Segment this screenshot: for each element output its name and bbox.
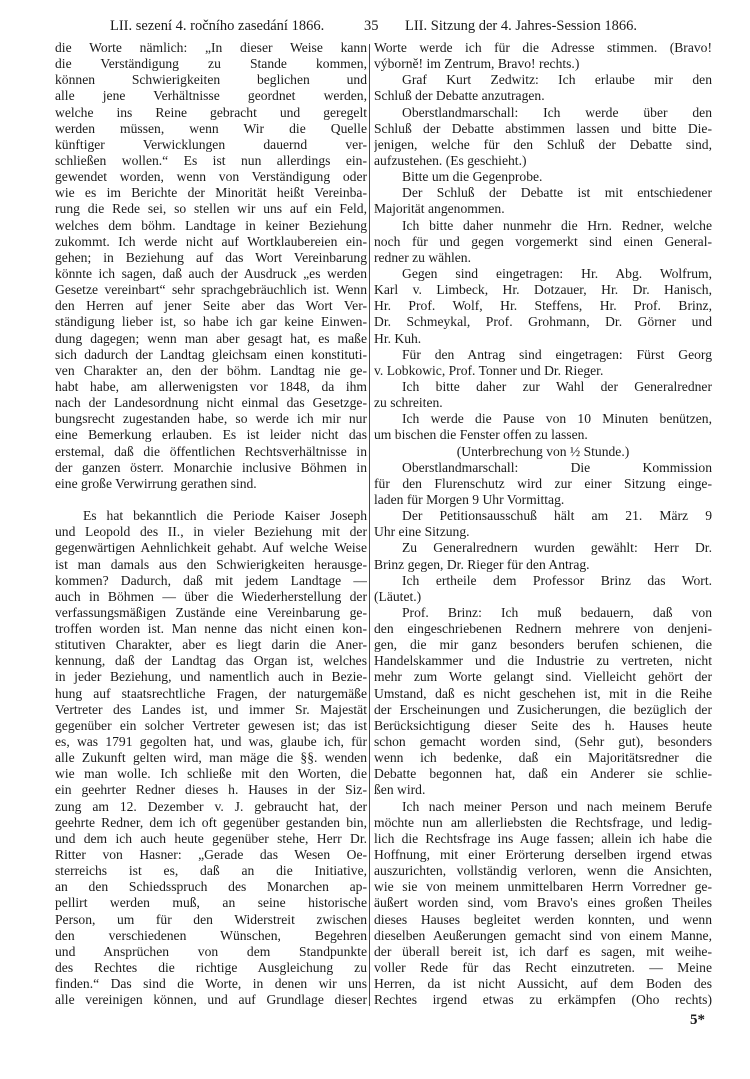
text-line: (Unterbrechung von ½ Stunde.) [456,443,630,459]
text-line: kommen? Dadurch, daß mit jedem Landtage — [55,572,367,588]
text-line: aufzustehen. (Es geschieht.) [374,152,527,168]
text-line: Oberstlandmarschall: Die Kommission [402,459,712,475]
text-line: Gegen sind eingetragen: Hr. Abg. Wolfrum, [402,265,712,281]
text-line: Schluß der Debatte abstimmen lassen und bitte Die- [374,120,712,136]
text-line: ven Charakter an, den der böhm. Landtag nie ge- [55,362,367,378]
text-line: und Leopold des II., in vieler Beziehung mit der [55,524,367,540]
text-line: Herren, da ist nicht Aussicht, auf dem Boden des [374,976,712,992]
text-line: v. Lobkowic, Prof. Tonner und Dr. Rieger. [374,362,604,378]
text-line: rung die Rede sei, so stellen wir uns auf ein Feld, [55,201,367,217]
text-line: äußert worden sind, vom Bravo's eines großen Theiles [374,895,712,911]
text-line: Majorität angenommen. [374,201,505,217]
text-line: Prof. Brinz: Ich muß bedauern, daß von [402,604,712,620]
text-line: ist man damals aus den Schwierigkeiten herausge- [55,556,367,572]
signature-mark: 5* [690,1012,705,1028]
text-line: Der Petitionsausschuß hält am 21. März 9 [402,508,712,524]
text-line: eine große Verwirrung gerathen sind. [55,475,257,491]
text-line: für den Flurenschutz wird zur einer Sitzung einge- [374,475,712,491]
text-line: lich die Rechtsfrage ins Auge fassen; allein ich habe die [374,830,712,846]
text-line: laden für Morgen 9 Uhr Vormittag. [374,491,565,507]
header-german-title: LII. Sitzung der 4. Jahres-Session 1866. [405,18,637,34]
text-line: geehrte Redner, dem ich oft gegenüber gestanden bin, [55,814,367,830]
text-line: habt habe, am allerwenigsten vor 1848, da ihm [55,378,367,394]
text-line: wenn ich bedenke, daß ein Majoritätsredner die [374,750,712,766]
text-line: Uhr eine Sitzung. [374,524,470,540]
header-czech-title: LII. sezení 4. ročního zasedání 1866. [110,18,325,34]
text-line: ßen wird. [374,782,426,798]
text-line: in jeder Beziehung, und namentlich auch in Bezie- [55,669,367,685]
text-line: kennung, daß der Landtag das Organ ist, welches [55,653,367,669]
text-line: Gesetze vereinbart“ sehr sprachgebräuchlich ist. Wenn [55,282,367,298]
text-line: um bischen die Fenster offen zu lassen. [374,427,588,443]
text-line: Ich bitte daher nunmehr die Hrn. Redner, welche [402,217,712,233]
text-line: Umstand, daß es nicht geschehen ist, mit in die Reihe [374,685,712,701]
text-line: Handelskammer und die Industrie zu vertreten, nicht [374,653,712,669]
text-line: Berücksichtigung dieser Seite des h. Hauses heute [374,717,712,733]
text-line: Dr. Schmeykal, Prof. Grohmann, Dr. Görner und [374,314,712,330]
text-line: und Ansprüchen von dem Standpunkte [55,943,367,959]
text-line: schon gemacht worden sind, (Sehr gut), besonders [374,734,712,750]
text-line: ständigung lieber ist, so habe ich gar keine Einwen- [55,314,367,330]
text-line: Schluß der Debatte anzutragen. [374,88,545,104]
text-line: voller Rede für das Recht einzutreten. — Meine [374,960,712,976]
text-line: dung dagegen; wenn man aber gesagt hat, es maße [55,330,367,346]
text-line: Bitte um die Gegenprobe. [402,169,543,185]
text-line: Hr. Kuh. [374,330,422,346]
text-line: der Erscheinungen und Zusicherungen, die bezüglich der [374,701,712,717]
text-line: Rechtes irgend etwas zu erkämpfen (Oho rechts) [374,992,712,1008]
text-line: auszurichten, vollständig verloren, wenn die Ansichten, [374,863,712,879]
text-line: alle Zukunft gelten wird, man mäge die §§. wenden [55,750,367,766]
text-line: dieselben Aeußerungen gemacht sind von einem Manne, [374,927,712,943]
text-line: Ich nach meiner Person und nach meinem Berufe [402,798,712,814]
text-line: finden.“ Das sind die Worte, in denen wir uns [55,976,367,992]
text-line: könnte ich sagen, daß auch der Ausdruck „es werden [55,265,367,281]
running-header [0,18,750,38]
text-line: welche ins Reine gebracht und geregelt [55,104,367,120]
text-line: wie sie von meinem unmittelbaren Herrn Vorredner ge- [374,879,712,895]
column-divider [369,44,370,1006]
text-line: Debatte begonnen hat, daß ein Anderer sie schlie- [374,766,712,782]
text-line: noch für und gegen vorgemerkt sind einen General- [374,233,712,249]
text-line: Ich ertheile dem Professor Brinz das Wort. [402,572,712,588]
text-line: der ganzen österr. Monarchie inclusive Böhmen in [55,459,367,475]
text-line: Für den Antrag sind eingetragen: Fürst Georg [402,346,712,362]
text-line: zu schreiten. [374,395,443,411]
text-line: nach der Landesordnung nicht einmal das Gesetzge- [55,395,367,411]
text-line: Es hat bekanntlich die Periode Kaiser Joseph [83,508,367,524]
text-line: gewendet worden, wenn von Verständigung oder [55,169,367,185]
text-line: Hr. Prof. Wolf, Hr. Steffens, Hr. Prof. Brinz, [374,298,712,314]
text-line: den Herren auf jener Seite aber das Wort Ver- [55,298,367,314]
text-line: können Schwierigkeiten beglichen und [55,72,367,88]
text-line: künftiger Verwicklungen dauernd ver- [55,136,367,152]
text-line: ein geehrter Redner dieses h. Hauses in der Siz- [55,782,367,798]
text-line: den eingeschriebenen Rednern mehrere von denjeni- [374,621,712,637]
text-line: bungsrecht zugestanden habe, so werde ich mir nur [55,411,367,427]
text-line: stitutiven Charakter, aber es liegt darin die Aner- [55,637,367,653]
text-line: schließen wollen.“ Es ist nun allerdings ein- [55,152,367,168]
text-line: den verschiedenen Wünschen, Begehren [55,927,367,943]
text-line: Der Schluß der Debatte ist mit entschiedener [402,185,712,201]
text-line: Hoffnung, mit einer Erörterung derselben irgend etwas [374,847,712,863]
text-line: gehen; in Beziehung auf das Wort Vereinbarung [55,249,367,265]
text-line: Ich bitte daher zur Wahl der Generalredner [402,378,712,394]
text-line: (Läutet.) [374,588,422,604]
text-line: redner zu wählen. [374,249,471,265]
page-number: 35 [364,18,379,34]
text-line: welches dem böhm. Landtage in keiner Beziehung [55,217,367,233]
text-line: Worte werde ich für die Adresse stimmen. (Bravo! [374,40,712,55]
text-line: gegenwärtigen Aehnlichkeit gehabt. Auf welche Weise [55,540,367,556]
text-line: Ritter von Hasner: „Gerade das Wesen Oe- [55,847,367,863]
text-line: dieses Hauses begleitet werden konnten, und wenn [374,911,712,927]
text-line: hung auf staatsrechtliche Fragen, der naturgemäße [55,685,367,701]
text-line: Person, um für den Widerstreit zwischen [55,911,367,927]
text-line: gen, die mir ganz besonders berufen schienen, die [374,637,712,653]
text-line: verfassungsmäßigen Zustände eine Vereinbarung ge- [55,604,367,620]
text-line: werden müssen, wenn Wir die Quelle [55,120,367,136]
text-line: möchte nun am allerliebsten die Rechtsfrage, und ledig- [374,814,712,830]
text-line: jenigen, welche für den Schluß der Debatte sind, [374,136,712,152]
text-line: výborně! im Zentrum, Bravo! rechts.) [374,56,580,72]
text-line: Oberstlandmarschall: Ich werde über den [402,104,712,120]
text-line: pellirt werden muß, an seine historische [55,895,367,911]
text-line: zung am 12. Dezember v. J. gebraucht hat, der [55,798,367,814]
text-line: die Worte nämlich: „In dieser Weise kann [55,40,367,55]
text-line: der überall bereit ist, ich darf es sagen, mit weihe- [374,943,712,959]
text-line: Brinz gegen, Dr. Rieger für den Antrag. [374,556,590,572]
text-line: Ich werde die Pause von 10 Minuten benützen, [402,411,712,427]
text-line: alle jene Verhältnisse geordnet werden, [55,88,367,104]
text-line: Vertreter des Landes ist, und immer Sr. Majestät [55,701,367,717]
text-line: Graf Kurt Zedwitz: Ich erlaube mir den [402,72,712,88]
text-line: es, was 1791 gegolten hat, und was, glaube ich, für [55,734,367,750]
text-line: an den Schiedsspruch des Monarchen ap- [55,879,367,895]
paragraph-gap [55,492,367,508]
text-line: wie es im Berichte der Minorität heißt Vereinba- [55,185,367,201]
text-line: wie man wolle. Ich schließe mit den Worten, die [55,766,367,782]
text-line: Karl v. Limbeck, Hr. Dotzauer, Hr. Dr. Hanisch, [374,282,712,298]
text-line: und dem ich auch heute gegenüber stehe, Herr Dr. [55,830,367,846]
text-line: sich dadurch der Landtag gleichsam einen konstituti- [55,346,367,362]
text-line: mehr zum Worte gelangt sind. Vielleicht gehört der [374,669,712,685]
right-column-text [374,40,712,1008]
text-line: gegenüber ein solcher Vertreter gewesen ist; das ist [55,717,367,733]
text-line: sterreichs ist es, daß an die Initiative, [55,863,367,879]
text-line: eine Bemerkung erlauben. Es ist leider nicht das [55,427,367,443]
text-line: alle vereinigen können, und auf Grundlage dieser [55,992,367,1008]
text-line: auch in Böhmen — über die Wiederherstellung der [55,588,367,604]
text-line: troffen worden ist. Man nenne das nicht einen kon- [55,621,367,637]
text-line: erstemal, daß die öffentlichen Rechtsverhältnisse in [55,443,367,459]
text-line: des Rechtes die richtige Ausgleichung zu [55,960,367,976]
left-column-text [55,40,367,1008]
text-line: zukommt. Ich werde nicht auf Wortklaubereien ein- [55,233,367,249]
text-line: die Verständigung zu Stande kommen, [55,56,367,72]
text-line: Zu Generalrednern wurden gewählt: Herr Dr. [402,540,712,556]
